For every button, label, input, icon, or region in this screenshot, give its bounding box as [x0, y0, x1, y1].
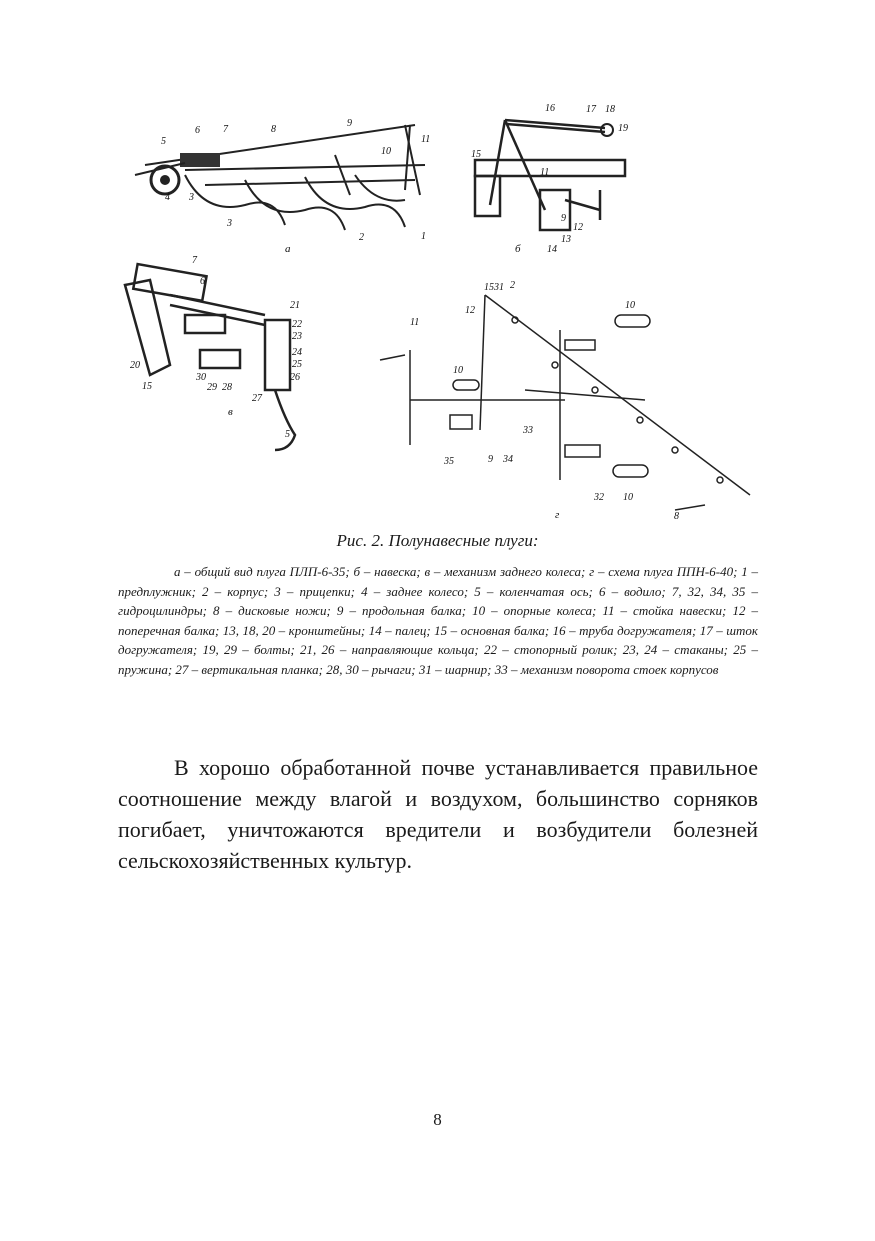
- label-b-9: 9: [561, 213, 566, 224]
- figure-panel-g: [375, 280, 770, 530]
- page-number: 8: [433, 1110, 442, 1129]
- label-b-11: 11: [540, 167, 550, 178]
- label-v-27: 27: [252, 393, 262, 404]
- label-a-8: 8: [271, 124, 276, 135]
- label-g-11: 11: [410, 317, 420, 328]
- label-b-16: 16: [545, 103, 555, 114]
- label-v-7: 7: [192, 255, 197, 266]
- label-g-32: 32: [594, 492, 604, 503]
- body-paragraph: В хорошо обработанной почве устанавливается правильное соотношение между влагой и воздухом, большинство сорняков погибает, уничтожаются вредители и возбудители болезней сельскохозяйственных культур.: [118, 755, 758, 873]
- label-a-6: 6: [195, 125, 200, 136]
- label-v-23: 23: [292, 331, 302, 342]
- label-a-11: 11: [421, 134, 431, 145]
- label-a-3: 3: [189, 192, 194, 203]
- label-v-29: 29: [207, 382, 217, 393]
- label-b-12: 12: [573, 222, 583, 233]
- label-a-2: 2: [359, 232, 364, 243]
- panel-a-letter: а: [285, 243, 291, 255]
- label-v-24: 24: [292, 347, 302, 358]
- label-g-10c: 10: [623, 492, 633, 503]
- label-b-17: 17: [586, 104, 596, 115]
- figure-caption-title: Рис. 2. Полунавесные плуги:: [336, 531, 539, 550]
- label-b-14: 14: [547, 244, 557, 255]
- label-g-10a: 10: [625, 300, 635, 311]
- label-g-15: 15: [484, 282, 494, 293]
- label-v-28: 28: [222, 382, 232, 393]
- label-a-3b: 3: [227, 218, 232, 229]
- label-g-33: 33: [523, 425, 533, 436]
- label-b-18: 18: [605, 104, 615, 115]
- label-g-2: 2: [510, 280, 515, 291]
- label-b-19: 19: [618, 123, 628, 134]
- label-b-13: 13: [561, 234, 571, 245]
- label-v-20: 20: [130, 360, 140, 371]
- label-b-15: 15: [471, 149, 481, 160]
- label-v-25: 25: [292, 359, 302, 370]
- figure-panel-b: [465, 100, 645, 260]
- panel-g-letter: г: [555, 509, 560, 521]
- label-a-9: 9: [347, 118, 352, 129]
- label-a-7: 7: [223, 124, 228, 135]
- figure-panel-a: [125, 105, 445, 255]
- label-g-10b: 10: [453, 365, 463, 376]
- label-v-26: 26: [290, 372, 300, 383]
- figure-legend: а – общий вид плуга ПЛП-6-35; б – навеска; в – механизм заднего колеса; г – схема плуга ППН-6-40; 1 – предплужник; 2 – корпус; 3 – прицепки; 4 – заднее колесо; 5 – коленчатая ось; 6 – водило; 7, 32, 34, 35 – гидроцилиндры; 8 – дисковые ножи; 9 – продольная балка; 10 – опорные колеса; 11 – стойка навески; 12 – поперечная балка; 13, 18, 20 – кронштейны; 14 – палец; 15 – основная балка; 16 – труба догружателя; 17 – шток догружателя; 19, 29 – болты; 21, 26 – направляющие кольца; 22 – стопорный ролик; 23, 24 – стаканы; 25 – пружина; 27 – вертикальная планка; 28, 30 – рычаги; 31 – шарнир; 33 – механизм поворота стоек корпусов: [118, 564, 758, 677]
- label-v-6: 6: [200, 276, 205, 287]
- label-v-22: 22: [292, 319, 302, 330]
- label-g-31: 31: [494, 282, 504, 293]
- label-g-34: 34: [503, 454, 513, 465]
- label-g-8: 8: [674, 511, 679, 522]
- label-g-12: 12: [465, 305, 475, 316]
- panel-b-letter: б: [515, 243, 521, 255]
- label-g-35: 35: [444, 456, 454, 467]
- label-a-1: 1: [421, 231, 426, 242]
- label-v-15: 15: [142, 381, 152, 392]
- label-a-4: 4: [165, 192, 170, 203]
- figure-panel-v: [110, 255, 340, 455]
- label-v-5: 5: [285, 429, 290, 440]
- label-a-5: 5: [161, 136, 166, 147]
- label-g-9: 9: [488, 454, 493, 465]
- label-v-30: 30: [196, 372, 206, 383]
- label-v-21: 21: [290, 300, 300, 311]
- figure: [110, 95, 770, 530]
- panel-v-letter: в: [228, 406, 233, 418]
- label-a-10: 10: [381, 146, 391, 157]
